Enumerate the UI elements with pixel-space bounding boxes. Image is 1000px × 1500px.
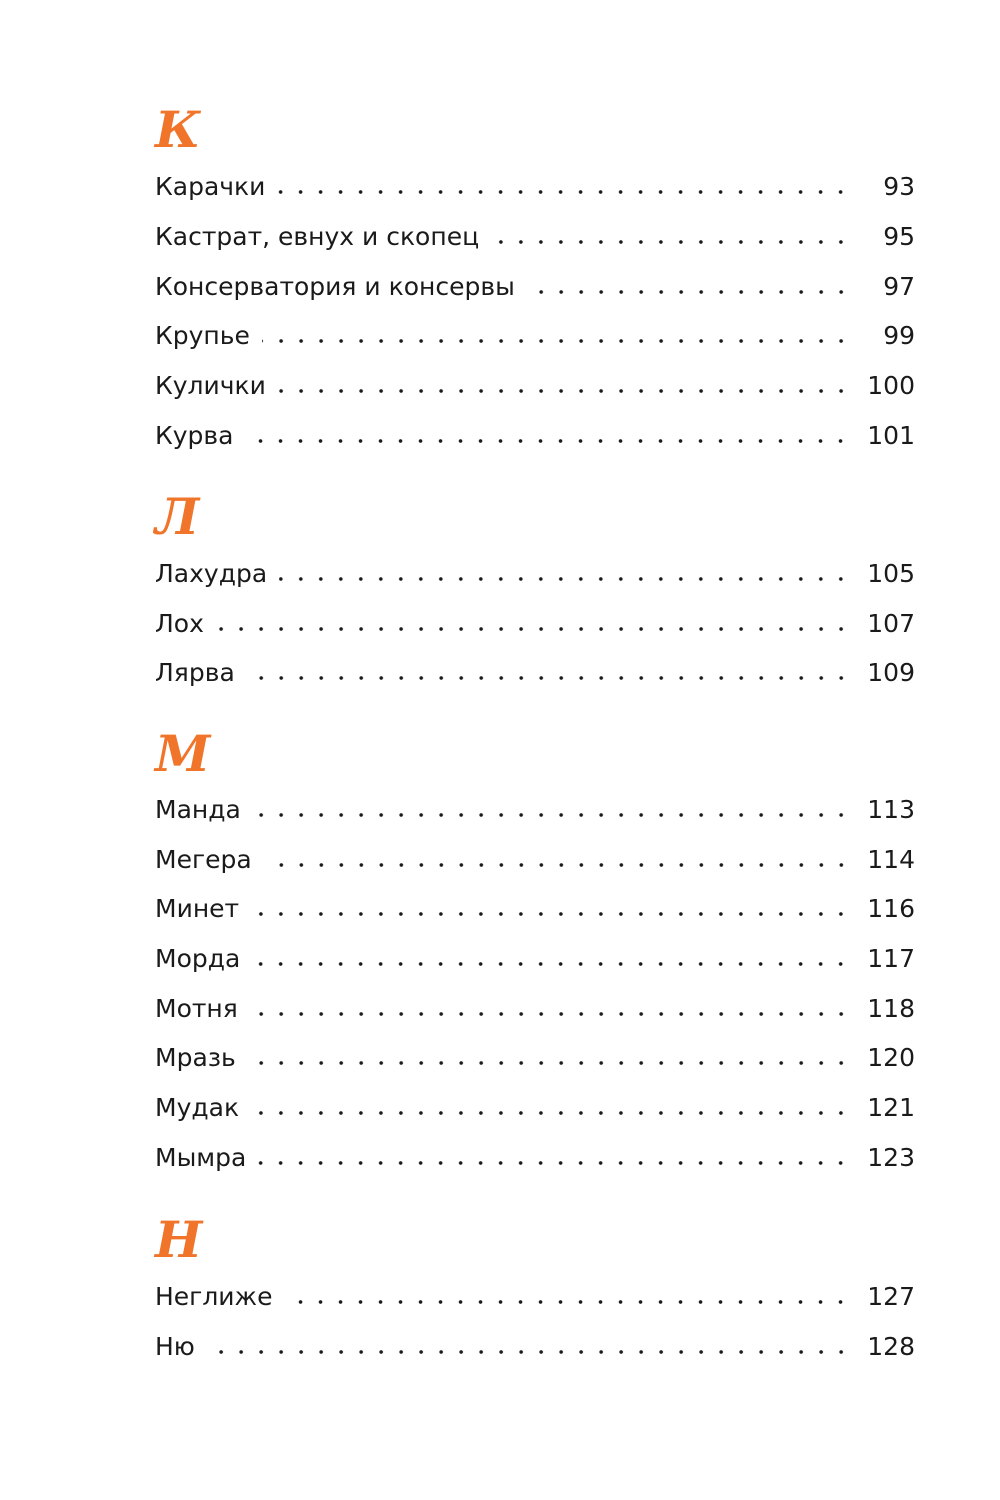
section-letter: Л (155, 487, 200, 546)
toc-entry[interactable] (155, 793, 915, 827)
dot-leader (216, 607, 857, 641)
entry-title: Курва (155, 421, 234, 450)
toc-entry[interactable] (155, 270, 915, 304)
dot-leader (277, 170, 857, 204)
entry-page-number: 113 (867, 795, 915, 824)
section-letter: Н (155, 1210, 203, 1269)
entry-title: Мегера (155, 845, 252, 874)
dot-leader (251, 892, 857, 926)
entry-page-number: 109 (867, 658, 915, 687)
entry-title: Карачки (155, 172, 266, 201)
entry-page-number: 93 (883, 172, 915, 201)
toc-entry[interactable] (155, 992, 915, 1026)
toc-entry[interactable] (155, 419, 915, 453)
toc-entry[interactable] (155, 892, 915, 926)
entry-title: Лярва (155, 658, 235, 687)
dot-leader (207, 1330, 857, 1364)
entry-page-number: 105 (867, 559, 915, 588)
entry-page-number: 120 (867, 1043, 915, 1072)
entry-title: Ню (155, 1332, 195, 1361)
toc-entry[interactable] (155, 170, 915, 204)
entry-page-number: 100 (867, 371, 915, 400)
toc-entry[interactable] (155, 1330, 915, 1364)
toc-entry[interactable] (155, 1280, 915, 1314)
entry-title: Консерватория и консервы (155, 272, 515, 301)
entry-page-number: 123 (867, 1143, 915, 1172)
dot-leader (251, 1091, 857, 1125)
entry-title: Морда (155, 944, 241, 973)
entry-title: Мразь (155, 1043, 236, 1072)
dot-leader (284, 1280, 857, 1314)
dot-leader (262, 319, 857, 353)
entry-page-number: 116 (867, 894, 915, 923)
toc-entry[interactable] (155, 220, 915, 254)
dot-leader (278, 369, 857, 403)
entry-title: Лох (155, 609, 204, 638)
dot-leader (279, 557, 857, 591)
dot-leader (248, 1041, 857, 1075)
toc-entry[interactable] (155, 557, 915, 591)
toc-entry[interactable] (155, 1091, 915, 1125)
entry-title: Минет (155, 894, 240, 923)
dot-leader (491, 220, 857, 254)
entry-title: Лахудра (155, 559, 268, 588)
entry-title: Манда (155, 795, 241, 824)
entry-title: Крупье (155, 321, 250, 350)
entry-page-number: 118 (867, 994, 915, 1023)
section-letter: М (155, 724, 211, 783)
entry-page-number: 121 (867, 1093, 915, 1122)
toc-entry[interactable] (155, 607, 915, 641)
entry-title: Неглиже (155, 1282, 273, 1311)
entry-title: Кулички (155, 371, 266, 400)
dot-leader (253, 793, 857, 827)
dot-leader (527, 270, 857, 304)
entry-page-number: 117 (867, 944, 915, 973)
entry-page-number: 101 (867, 421, 915, 450)
entry-page-number: 107 (867, 609, 915, 638)
dot-leader (250, 992, 857, 1026)
section-letter: К (155, 100, 201, 159)
entry-title: Мотня (155, 994, 238, 1023)
entry-title: Мудак (155, 1093, 240, 1122)
dot-leader (264, 843, 857, 877)
entry-page-number: 95 (883, 222, 915, 251)
dot-leader (247, 656, 857, 690)
entry-title: Кастрат, евнух и скопец (155, 222, 480, 251)
toc-entry[interactable] (155, 656, 915, 690)
toc-entry[interactable] (155, 319, 915, 353)
dot-leader (245, 419, 857, 453)
entry-page-number: 128 (867, 1332, 915, 1361)
dot-leader (258, 1141, 857, 1175)
toc-entry[interactable] (155, 1041, 915, 1075)
toc-entry[interactable] (155, 369, 915, 403)
entry-title: Мымра (155, 1143, 247, 1172)
entry-page-number: 97 (883, 272, 915, 301)
entry-page-number: 127 (867, 1282, 915, 1311)
toc-entry[interactable] (155, 942, 915, 976)
entry-page-number: 114 (867, 845, 915, 874)
toc-entry[interactable] (155, 1141, 915, 1175)
entry-page-number: 99 (883, 321, 915, 350)
toc-entry[interactable] (155, 843, 915, 877)
dot-leader (252, 942, 857, 976)
